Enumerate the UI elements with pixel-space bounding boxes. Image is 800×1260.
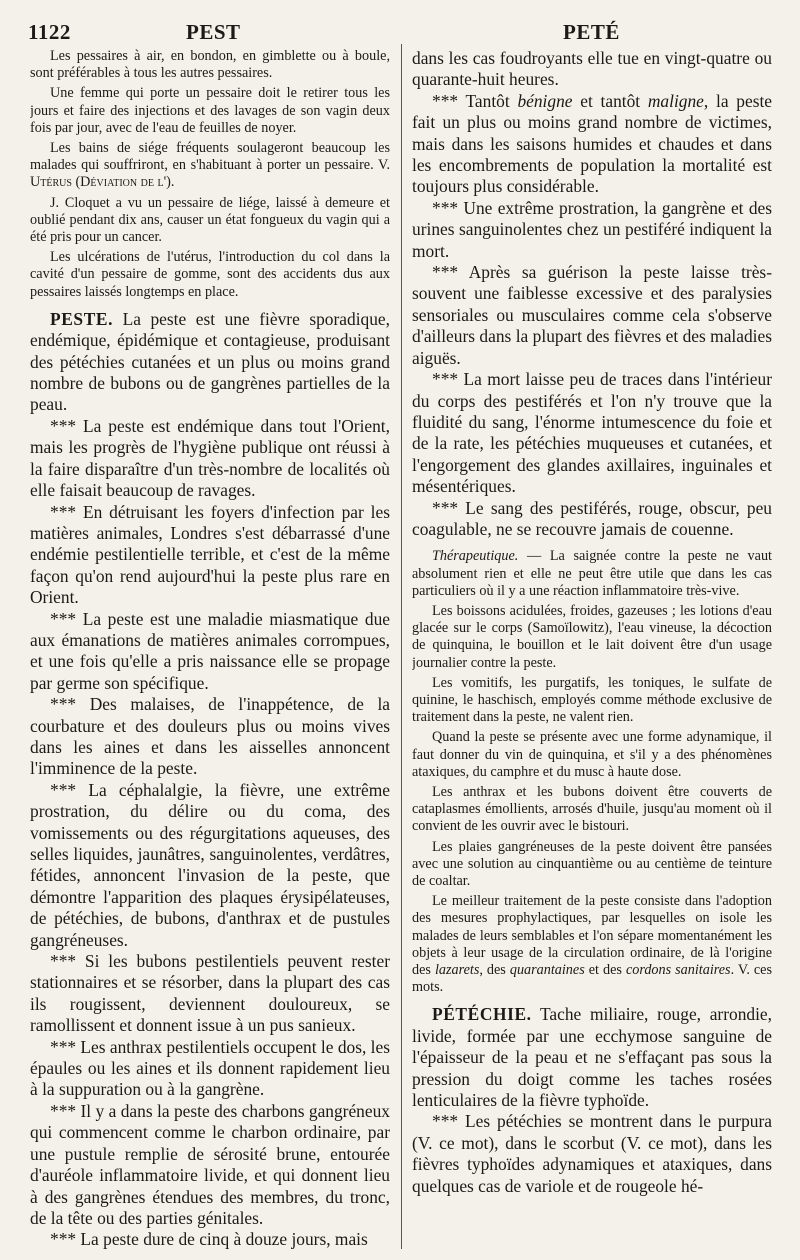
paragraph: Les plaies gangréneuses de la peste doivent être pansées avec une solution au cinquantième ou au centième de teinture de coaltar.: [412, 838, 772, 889]
running-head-right: PETÉ: [563, 20, 620, 44]
paragraph: Les vomitifs, les purgatifs, les toniques, le sulfate de quinine, le haschisch, employés comme méthode exclusive de traitement dans la peste, ne valent rien.: [412, 674, 772, 726]
paragraph-text: , des: [479, 962, 510, 979]
paragraph: Une femme qui porte un pessaire doit le retirer tous les jours et faire des injections et des lavages de son vagin deux fois par jour, avec de l'eau de feuilles de noyer.: [30, 85, 390, 136]
paragraph: Les boissons acidulées, froides, gazeuses ; les lotions d'eau glacée sur le corps (Samoïlowitz), l'eau vineuse, la décoction de quinquina, le bouillon et le lait doivent être d'un usage journalier contre la peste.: [412, 602, 772, 671]
paragraph: *** Si les bubons pestilentiels peuvent rester stationnaires et se résorber, dans la plupart des cas ils rougissent, deviennent douloureux, se ramollissent et donnent issue à un pus sanieux.: [30, 951, 390, 1036]
italic-term: cordons sanitaires: [625, 962, 731, 979]
paragraph: dans les cas foudroyants elle tue en vingt-quatre ou quarante-huit heures.: [412, 48, 772, 90]
running-head-left: PEST: [186, 20, 241, 44]
entry-term: PESTE.: [50, 308, 114, 329]
italic-term: lazarets: [434, 962, 480, 979]
paragraph: *** Les anthrax pestilentiels occupent le dos, les épaules ou les aines et ils donnent rapidement lieu à la suppuration ou à la gangrène.: [30, 1036, 390, 1100]
paragraph-text: et des: [584, 962, 626, 979]
paragraph: Quand la peste se présente avec une forme adynamique, il faut donner du vin de quinquina, et s'il y a des phénomènes ataxiques, du camphre et du musc à haute dose.: [412, 729, 772, 780]
paragraph: *** Il y a dans la peste des charbons gangréneux qui commencent comme le charbon ordinaire, par une pustule remplie de sérosité brune, entourée d'auréole inflammatoire livide, et qui donnent lieu à des gangrènes étendues des membres, du tronc, de la tête ou des parties génitales.: [30, 1100, 390, 1228]
paragraph: [30, 140, 390, 192]
paragraph-text: . V. ces mots.: [412, 962, 772, 996]
italic-term: maligne: [647, 90, 704, 111]
paragraph: J. Cloquet a vu un pessaire de liége, laissé à demeure et oublié pendant dix ans, causer un état fongueux du vagin qui a été pris pour un cancer.: [30, 194, 390, 246]
paragraph-text: Les bains de siége fréquents soulageront beaucoup les malades qui souffriront, en s'habituant à porter un pessaire. V.: [30, 140, 390, 174]
cross-reference: Utérus (Déviation de l').: [30, 174, 175, 191]
paragraph: *** La peste dure de cinq à douze jours, mais: [50, 1229, 368, 1250]
paragraph-text: — La saignée contre la peste ne vaut absolument rien et elle ne peut être utile que dans les cas particuliers où il y a une réaction inflammatoire très-vive.: [412, 548, 772, 599]
paragraph: Les anthrax et les bubons doivent être couverts de cataplasmes émollients, arrosés d'huile, jusqu'au moment où il convient de les ouvrir avec le bistouri.: [412, 783, 772, 835]
section-label: Thérapeutique.: [432, 548, 519, 565]
paragraph: [412, 893, 772, 996]
italic-term: quarantaines: [509, 962, 585, 979]
paragraph: *** En détruisant les foyers d'infection par les matières animales, Londres s'est débarrassé d'une endémie pestilentielle terrible, et c'est de la même façon qu'on rend aujourd'hui la peste plus rare en Orient.: [30, 501, 390, 608]
paragraph-text: *** Tantôt: [432, 90, 518, 111]
paragraph: *** Le sang des pestiférés, rouge, obscur, peu coagulable, ne se recouvre jamais de couenne.: [412, 497, 772, 539]
paragraph: *** La peste est endémique dans tout l'Orient, mais les progrès de l'hygiène publique ont réussi à la faire disparaître d'un très-nombre de localités où elle faisait beaucoup de ravages.: [30, 415, 390, 501]
page-number: 1122: [28, 20, 71, 44]
left-column: [30, 48, 390, 1253]
paragraph: Les ulcérations de l'utérus, l'introduction du col dans la cavité d'un pessaire de gomme, sont des accidents dus aux pessaires laissés longtemps en place.: [30, 249, 390, 300]
paragraph: *** Des malaises, de l'inappétence, de la courbature et des douleurs plus ou moins vives dans les aines et dans les aisselles annoncent l'imminence de la peste.: [30, 694, 390, 779]
entry-term: PÉTÉCHIE.: [432, 1004, 532, 1025]
entry-definition: Tache miliaire, rouge, arrondie, livide, formée par une ecchymose sanguine de l'épaisseur de la peau et ne s'effaçant pas sous la pression du doigt comme les taches rosées lenticulaires de la fièvre typhoïde.: [412, 1004, 772, 1111]
entry-definition: La peste est une fièvre sporadique, endémique, épidémique et contagieuse, produisant des pétéchies cutanées et un plus ou moins grand nombre de bubons ou de gangrènes partielles de la peau.: [30, 308, 390, 415]
italic-term: bénigne: [517, 90, 573, 111]
paragraph: *** Après sa guérison la peste laisse très-souvent une faiblesse excessive et des paralysies sensoriales ou musculaires comme cela s'observe d'ailleurs dans la plupart des fièvres et des maladies aiguës.: [412, 262, 772, 368]
paragraph-text: Le meilleur traitement de la peste consiste dans l'adoption des mesures prophylactiques, par lesquelles on isole les malades de leurs semblables et l'on sépare momentanément les objets à leur usage de la circulation ordinaire, de là l'origine des: [412, 893, 772, 979]
paragraph: *** Une extrême prostration, la gangrène et des urines sanguinolentes chez un pestiféré indiquent la mort.: [412, 197, 772, 261]
paragraph: *** La mort laisse peu de traces dans l'intérieur du corps des pestiférés et l'on n'y trouve que la fluidité du sang, l'énorme intumescence du foie et de la rate, les pétéchies muqueuses et cutanées, et l'engorgement des glandes axillaires, inguinales et mésentériques.: [412, 369, 772, 497]
paragraph: Les pessaires à air, en bondon, en gimblette ou à boule, sont préférables à tous les autres pessaires.: [30, 48, 390, 82]
column-divider: [401, 44, 402, 1249]
entry-petechie: [412, 1004, 772, 1111]
paragraph: [412, 548, 772, 600]
paragraph: *** Les pétéchies se montrent dans le purpura (V. ce mot), dans le scorbut (V. ce mot), dans les fièvres typhoïdes adynamiques et ataxiques, dans quelques cas de variole et de rougeole hé-: [412, 1111, 772, 1196]
entry-peste: [30, 309, 390, 416]
paragraph: *** La céphalalgie, la fièvre, une extrême prostration, du délire ou du coma, des vomissements ou des régurgitations aqueuses, des selles liquides, jaunâtres, sanguinolentes, verdâtres, fétides, annoncent l'invasion de la peste, que démontre l'apparition des plaques érysipélateuses, de pétéchies, de bubons, d'anthrax et de pustules gangréneuses.: [30, 779, 390, 950]
paragraph-text: et tantôt: [572, 90, 648, 111]
paragraph: [412, 91, 772, 198]
right-column: [412, 48, 772, 1253]
paragraph: *** La peste est une maladie miasmatique due aux émanations de matières animales corrompues, et une fois qu'elle a pris naissance elle se propage par germe son spécifique.: [30, 608, 390, 693]
paragraph-text: , la peste fait un plus ou moins grand nombre de victimes, mais dans les saisons humides et chaudes et dans les encombrements de population la mortalité est toujours plus considérable.: [412, 90, 772, 197]
